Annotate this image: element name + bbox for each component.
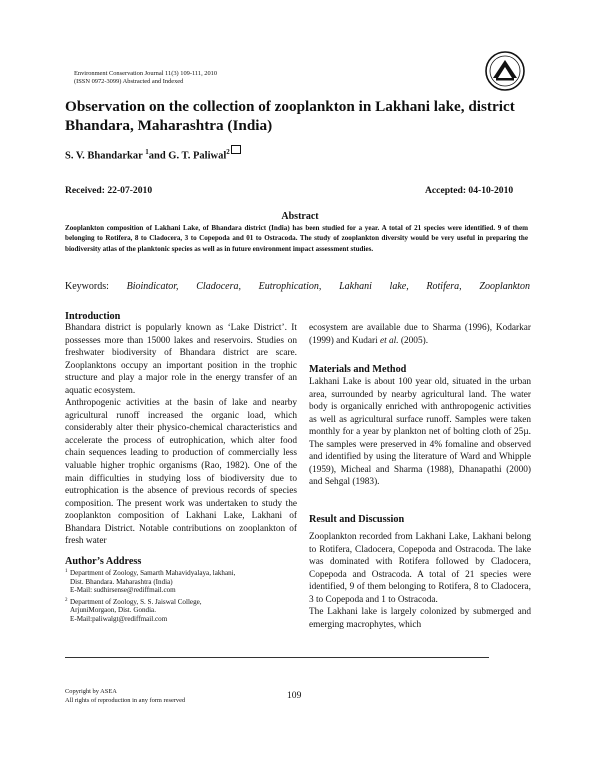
journal-citation-line: Environment Conservation Journal 11(3) 109-111, 2010: [74, 70, 218, 77]
intro-cont-etal: et al.: [380, 335, 399, 346]
rights-line: All rights of reproduction in any form reserved: [65, 696, 186, 704]
keywords-label: Keywords: [65, 281, 107, 292]
results-paragraph-2: The Lakhani lake is largely colonized by submerged and emerging macrophytes, which: [309, 607, 531, 630]
results-paragraph-1: Zooplankton recorded from Lakhani Lake, Lakhani belong to Rotifera, Cladocera, Copepoda and Ostracoda. The lake was dominated with Rotifera followed by Cladocera, Copepoda and Ostracoda. A total of 21 species were identified, 9 of them belonging to Rotifera, 8 to Cladocera, 3 to Copepoda and 1 to Ostracoda.: [309, 532, 531, 605]
keyword: Rotifera,: [426, 281, 462, 292]
intro-paragraph-1: Bhandara district is popularly known as ‘Lake District’. It possesses more than 15000 lakes and reservoirs. Studies on freshwater biodiversity of Bhandara district are scare. Zooplanktons occupy an important position in the trophic structure and play a major role in the energy transfer of an aquatic ecosystem.: [65, 323, 297, 396]
footer-divider: [65, 657, 489, 658]
intro-cont-year: (2005).: [398, 335, 429, 346]
methods-heading: Materials and Method: [309, 364, 407, 375]
email-envelope-icon: [231, 145, 241, 154]
received-date: Received: 22-07-2010: [65, 185, 153, 196]
page-number: 109: [287, 690, 302, 701]
author-line: [65, 148, 241, 162]
address-2-number: 2: [65, 597, 68, 603]
keywords-section: Keywords: Bioindicator, Cladocera, Eutrophication, Lakhani lake, Rotifera, Zooplankton: [65, 281, 530, 292]
address-1-number: 1: [65, 569, 68, 574]
address-2: [65, 598, 295, 624]
keyword: Bioindicator,: [126, 281, 179, 292]
abstract-heading: Abstract: [281, 211, 319, 222]
address-1: [65, 569, 295, 595]
copyright-line: Copyright by ASEA: [65, 688, 117, 695]
author-1-affiliation: 1: [145, 148, 149, 156]
intro-paragraph-2: Anthropogenic activities at the basin of lake and nearby agricultural runoff increased the organic load, which considerably alter their physico-chemical characteristics and accelerate the process of eutrophication, which alter food chain sequences leading to production of commercially less valuable higher trophic organisms (Rao, 1982). One of the main difficulties in studying loss of biodiversity due to eutrophication is the absence of previous records of species composition. The present work was undertaken to study the zooplankton composition of Lakhani Lake, Lakhani of Bhandara District. Notable contributions on zooplankton of fresh water: [65, 398, 297, 547]
journal-issn-line: (ISSN 0972-3099) Abstracted and Indexed: [74, 77, 184, 85]
methods-body: Lakhani Lake is about 100 year old, situated in the urban area, surrounded by nearby agricultural land. The water body is organically enriched with anthropogenic activities as well as agricultural surface runoff. Samples were taken monthly for a year by plankton net of bolting cloth of 25µ. The samples were preserved in 4% fomaline and observed and identified by using the literature of Ward and Whipple (1959), Micheal and Sharma (1988), Dhanapathi (2000) and Sehgal (1983).: [309, 377, 531, 488]
abstract-text: Zooplankton composition of Lakhani Lake, of Bhandara district (India) has been studied for a year. A total of 21 species were identified. 9 of them belonging to Rotifera, 8 to Cladocera, 3 to Copepoda and 01 to Ostracoda. The study of zooplankton diversity would be very useful in preparing the biodiversity atlas of the planktonic species as well as in future environment impact assessment studies.: [65, 224, 528, 253]
journal-citation: [74, 70, 334, 85]
address-2-email: E-Mail:paliwalgt@rediffmail.com: [70, 614, 168, 623]
keyword: Cladocera,: [196, 281, 241, 292]
accepted-date: Accepted: 04-10-2010: [425, 185, 514, 196]
author-1: S. V. Bhandarkar: [65, 150, 146, 162]
introduction-heading: Introduction: [65, 311, 121, 322]
address-1-line-2: Dist. Bhandara. Maharashtra (India): [70, 577, 173, 586]
address-1-email: E-Mail: sudhirsense@rediffmail.com: [70, 586, 176, 595]
journal-logo-icon: [484, 50, 526, 92]
results-heading: Result and Discussion: [309, 514, 405, 525]
address-2-line-2: ArjuniMorgaon, Dist. Gondia.: [70, 606, 156, 615]
keyword: Zooplankton: [479, 281, 530, 292]
keyword: lake,: [389, 281, 409, 292]
results-body: [309, 531, 531, 631]
introduction-continuation: [309, 322, 531, 347]
address-1-line-1: Department of Zoology, Samarth Mahavidyalaya, lakhani,: [70, 569, 236, 577]
authors-address-heading: Author’s Address: [65, 556, 142, 567]
paper-title: Observation on the collection of zooplankton in Lakhani lake, district Bhandara, Maharashtra (India): [65, 98, 515, 134]
keyword: Lakhani: [339, 281, 372, 292]
footer-copyright: [65, 688, 185, 705]
keyword: Eutrophication,: [258, 281, 322, 292]
intro-cont-text: ecosystem are available due to Sharma (1996), Kodarkar (1999) and Kudari: [309, 323, 531, 346]
introduction-body: [65, 322, 297, 552]
author-2-affiliation: 2: [226, 148, 230, 156]
author-2: and G. T. Paliwal: [148, 150, 227, 162]
address-2-line-1: Department of Zoology, S. S. Jaiswal College,: [70, 597, 202, 606]
authors-address: [65, 569, 295, 627]
